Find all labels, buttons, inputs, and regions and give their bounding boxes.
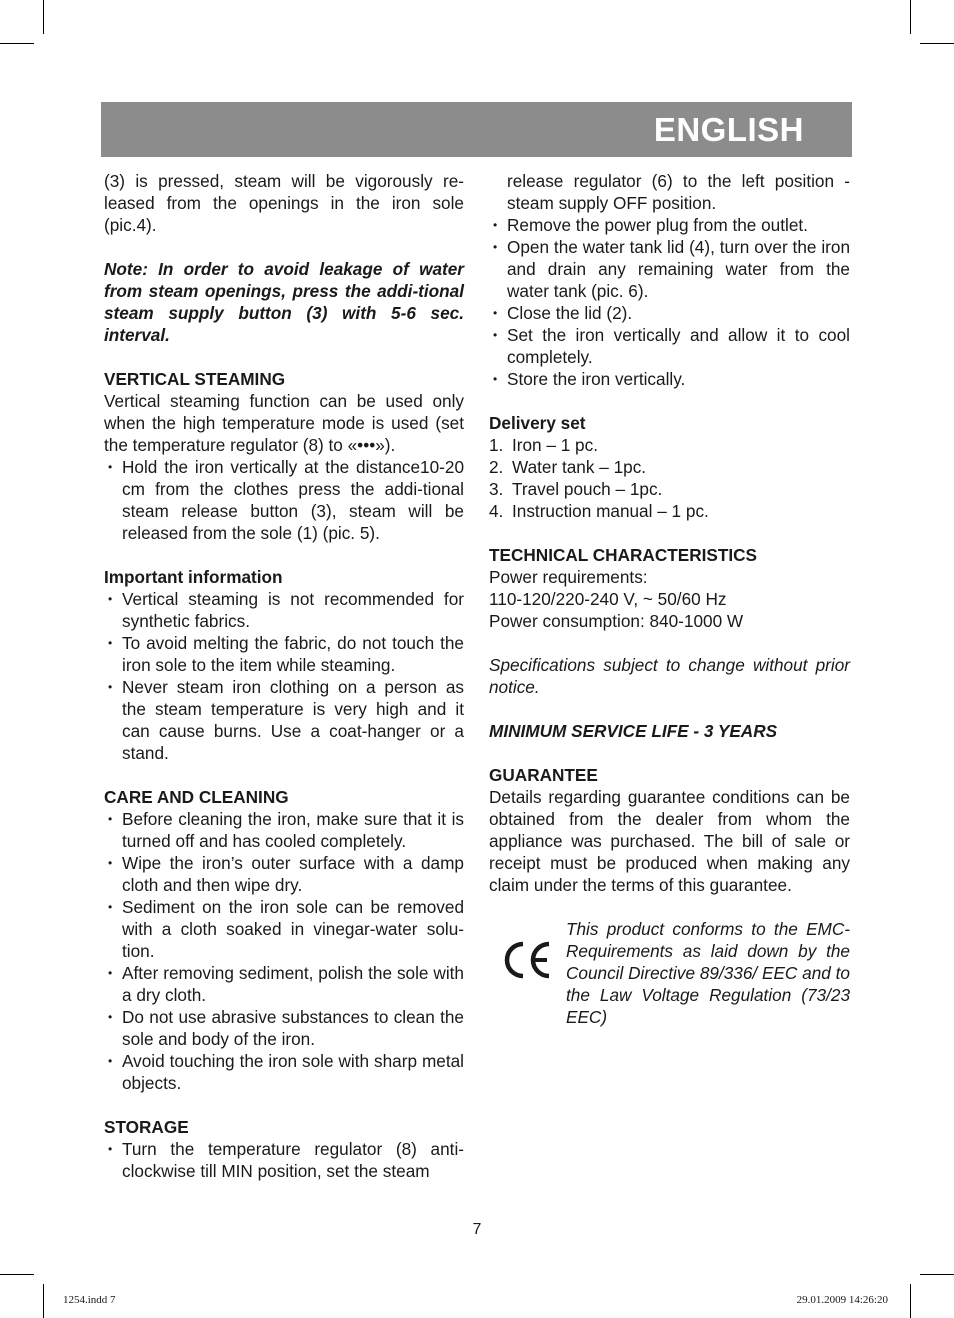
list-item: • Wipe the iron’s outer surface with a damp cloth and then wipe dry. bbox=[104, 852, 464, 896]
list-text: Travel pouch – 1pc. bbox=[512, 479, 663, 499]
crop-mark bbox=[910, 0, 911, 34]
list-number: 1. bbox=[489, 435, 504, 455]
list-item: • Vertical steaming is not recommended for synthetic fabrics. bbox=[104, 588, 464, 632]
list-item bbox=[489, 478, 850, 500]
list-item: • Avoid touching the iron sole with sharp metal objects. bbox=[104, 1050, 464, 1094]
power-requirements-value: 110-120/220-240 V, ~ 50/60 Hz bbox=[489, 589, 727, 609]
list-item: • Sediment on the iron sole can be removed with a cloth soaked in vinegar-water solu-tion. bbox=[104, 896, 464, 962]
right-column bbox=[489, 170, 850, 1028]
intro-paragraph: (3) is pressed, steam will be vigorously re-leased from the openings in the iron sole (pic.4). bbox=[104, 171, 464, 235]
language-header-bar bbox=[101, 102, 852, 157]
crop-mark bbox=[0, 1274, 34, 1275]
crop-mark bbox=[920, 43, 954, 44]
page-number: 7 bbox=[472, 1221, 482, 1238]
vertical-steaming-text: Vertical steaming function can be used only when the high temperature mode is used (set the temperature regulator (8) to «•••»). bbox=[104, 391, 464, 455]
list-item: • Remove the power plug from the outlet. bbox=[489, 214, 850, 236]
technical-heading: TECHNICAL CHARACTERISTICS bbox=[489, 545, 758, 565]
file-slug: 1254.indd 7 bbox=[63, 1294, 116, 1306]
list-item: • Close the lid (2). bbox=[489, 302, 850, 324]
delivery-set-list bbox=[489, 434, 850, 522]
list-item: • Set the iron vertically and allow it to cool completely. bbox=[489, 324, 850, 368]
list-item bbox=[489, 500, 850, 522]
important-info-heading: Important information bbox=[104, 567, 283, 587]
list-item: • Do not use abrasive substances to clean the sole and body of the iron. bbox=[104, 1006, 464, 1050]
list-item: • After removing sediment, polish the sole with a dry cloth. bbox=[104, 962, 464, 1006]
storage-heading: STORAGE bbox=[104, 1117, 189, 1137]
list-item bbox=[489, 434, 850, 456]
crop-mark bbox=[910, 1284, 911, 1318]
list-item: • Before cleaning the iron, make sure that it is turned off and has cooled completely. bbox=[104, 808, 464, 852]
list-item bbox=[489, 456, 850, 478]
list-item: • Open the water tank lid (4), turn over the iron and drain any remaining water from the water tank (pic. 6). bbox=[489, 236, 850, 302]
list-item: • To avoid melting the fabric, do not touch the iron sole to the item while steaming. bbox=[104, 632, 464, 676]
ce-conformity-block bbox=[489, 918, 850, 1028]
crop-mark bbox=[43, 1284, 44, 1318]
care-cleaning-heading: CARE AND CLEANING bbox=[104, 787, 289, 807]
note-paragraph: Note: In order to avoid leakage of water from steam openings, press the addi-tional steam supply button (3) with 5-6 sec. interval. bbox=[104, 259, 464, 345]
delivery-set-heading: Delivery set bbox=[489, 413, 586, 433]
print-timestamp: 29.01.2009 14:26:20 bbox=[796, 1294, 888, 1306]
list-item: • Never steam iron clothing on a person as the steam temperature is very high and it can cause burns. Use a coat-hanger or a stand. bbox=[104, 676, 464, 764]
page-title: ENGLISH bbox=[653, 111, 804, 148]
guarantee-text: Details regarding guarantee conditions can be obtained from the dealer from whom the appliance was purchased. The bill of sale or receipt must be produced when making any claim under the terms of this guarantee. bbox=[489, 787, 850, 895]
vertical-steaming-heading: VERTICAL STEAMING bbox=[104, 369, 286, 389]
care-cleaning-list bbox=[104, 808, 464, 1094]
storage-list bbox=[104, 1138, 464, 1182]
list-text: Iron – 1 pc. bbox=[512, 435, 598, 455]
power-consumption: Power consumption: 840-1000 W bbox=[489, 611, 744, 631]
list-number: 3. bbox=[489, 479, 504, 499]
list-item: • Hold the iron vertically at the distance10-20 cm from the clothes press the addi-tional steam release button (3), steam will be released from the sole (1) (pic. 5). bbox=[104, 456, 464, 544]
list-item: • Store the iron vertically. bbox=[489, 368, 850, 390]
ce-mark-icon bbox=[501, 940, 553, 980]
power-requirements-label: Power requirements: bbox=[489, 567, 648, 587]
list-text: Water tank – 1pc. bbox=[512, 457, 647, 477]
storage-list-continued bbox=[489, 170, 850, 390]
list-text: Instruction manual – 1 pc. bbox=[512, 501, 709, 521]
ce-conformity-text: This product conforms to the EMC-Requirements as laid down by the Council Directive 89/336/ EEC and to the Law Voltage Regulation (73/23 EEC) bbox=[566, 919, 850, 1027]
specification-note: Specifications subject to change without prior notice. bbox=[489, 655, 850, 697]
left-column bbox=[104, 170, 464, 1182]
vertical-steaming-list bbox=[104, 456, 464, 544]
list-number: 2. bbox=[489, 457, 504, 477]
list-item: • Turn the temperature regulator (8) anti-clockwise till MIN position, set the steam bbox=[104, 1138, 464, 1182]
crop-mark bbox=[43, 0, 44, 34]
list-item-continued: release regulator (6) to the left position - steam supply OFF position. bbox=[507, 171, 850, 213]
guarantee-heading: GUARANTEE bbox=[489, 765, 598, 785]
list-number: 4. bbox=[489, 501, 504, 521]
service-life: MINIMUM SERVICE LIFE - 3 YEARS bbox=[489, 721, 778, 741]
important-info-list bbox=[104, 588, 464, 764]
crop-mark bbox=[0, 43, 34, 44]
crop-mark bbox=[920, 1274, 954, 1275]
